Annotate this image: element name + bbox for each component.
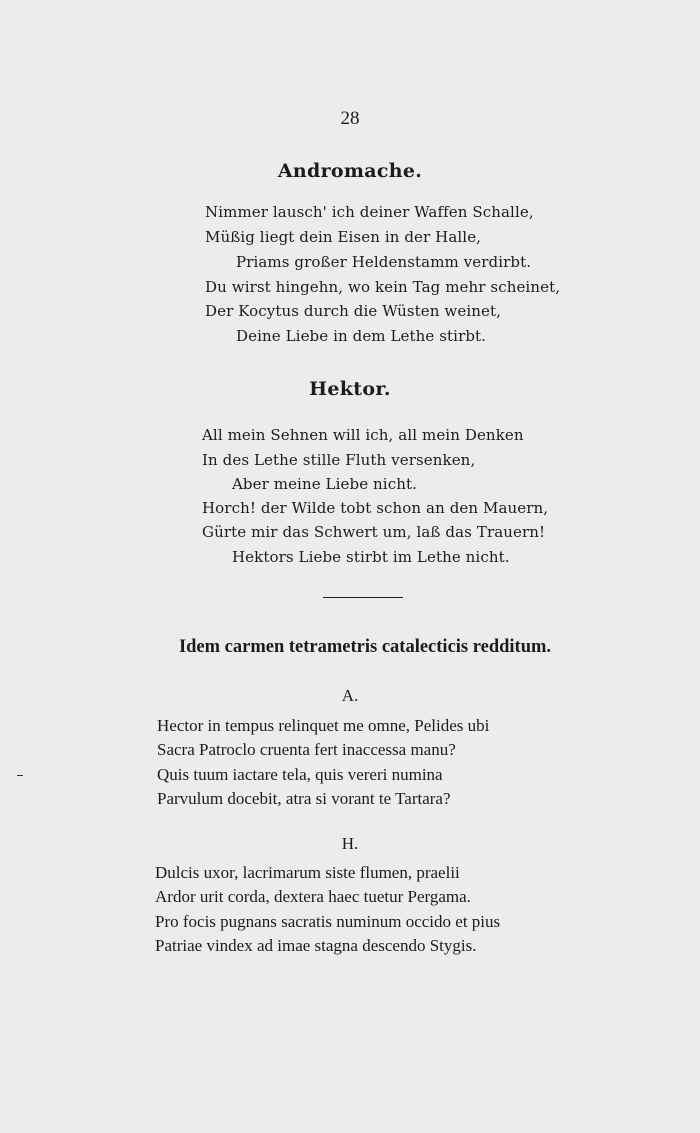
hektor-line-4: Horch! der Wilde tobt schon an den Mauern,	[202, 499, 549, 517]
section-h-line-2: Ardor urit corda, dextera haec tuetur Pergama.	[155, 887, 471, 906]
andromache-line-1: Nimmer lausch' ich deiner Waffen Schalle,	[205, 203, 534, 221]
margin-mark	[17, 775, 23, 776]
section-divider	[323, 597, 403, 598]
andromache-line-6: Deine Liebe in dem Lethe stirbt.	[236, 327, 487, 345]
hektor-line-2: In des Lethe stille Fluth versenken,	[202, 451, 476, 469]
andromache-line-3: Priams großer Heldenstamm verdirbt.	[236, 253, 532, 271]
section-h-line-4: Patriae vindex ad imae stagna descendo Stygis.	[155, 936, 477, 955]
page-number: 28	[340, 108, 360, 129]
hektor-line-6: Hektors Liebe stirbt im Lethe nicht.	[232, 548, 510, 566]
section-a-line-4: Parvulum docebit, atra si vorant te Tartara?	[157, 789, 451, 808]
andromache-line-2: Müßig liegt dein Eisen in der Halle,	[205, 228, 482, 246]
section-a-label: A.	[341, 686, 359, 705]
andromache-line-4: Du wirst hingehn, wo kein Tag mehr scheinet,	[205, 278, 561, 296]
andromache-line-5: Der Kocytus durch die Wüsten weinet,	[205, 302, 501, 320]
hektor-line-1: All mein Sehnen will ich, all mein Denken	[202, 426, 524, 444]
section-h-label: H.	[341, 834, 359, 853]
section-a-line-2: Sacra Patroclo cruenta fert inaccessa manu?	[157, 740, 456, 759]
section-h-line-3: Pro focis pugnans sacratis numinum occido et pius	[155, 912, 501, 931]
andromache-title: Andromache.	[277, 160, 423, 182]
section-a-line-1: Hector in tempus relinquet me omne, Pelides ubi	[157, 716, 490, 735]
section-h-line-1: Dulcis uxor, lacrimarum siste flumen, praelii	[155, 863, 460, 882]
latin-heading: Idem carmen tetrametris catalecticis redditum.	[178, 637, 552, 657]
hektor-title: Hektor.	[309, 378, 391, 400]
hektor-line-3: Aber meine Liebe nicht.	[232, 475, 417, 493]
hektor-line-5: Gürte mir das Schwert um, laß das Trauern!	[202, 523, 546, 541]
section-a-line-3: Quis tuum iactare tela, quis vereri numina	[157, 765, 443, 784]
